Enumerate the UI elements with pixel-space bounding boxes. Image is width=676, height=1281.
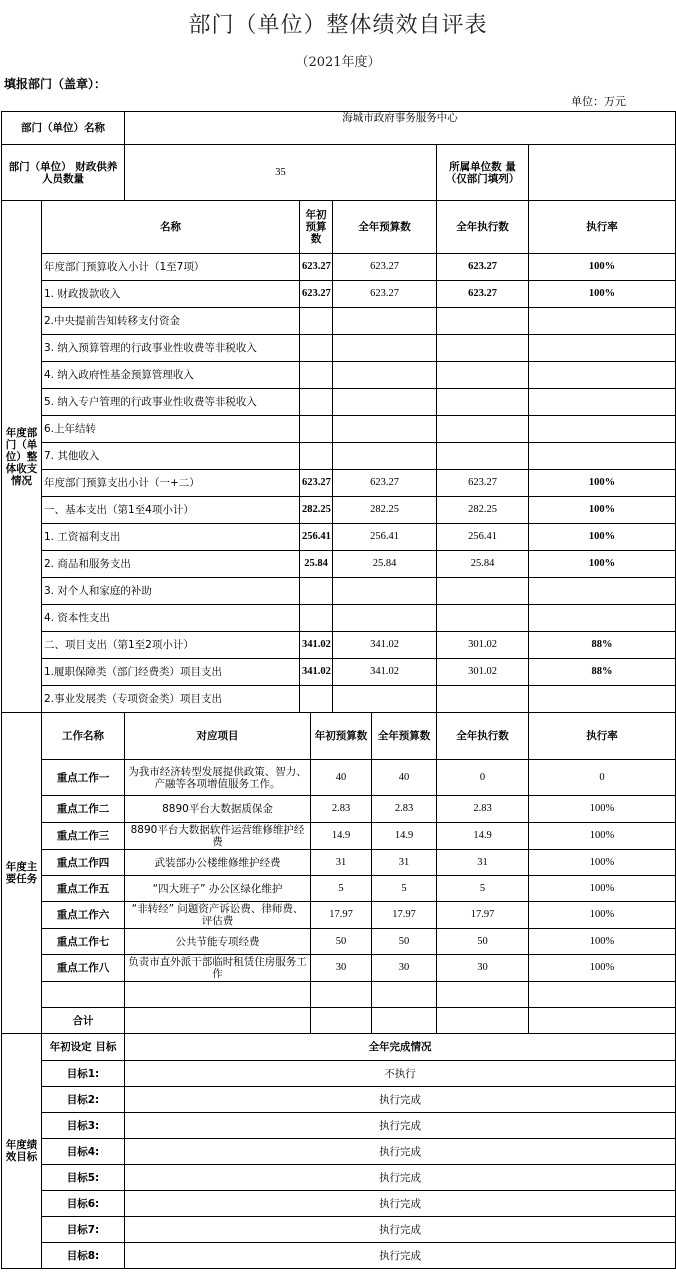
budget-initial: 25.84 <box>300 551 333 578</box>
task-executed: 50 <box>437 929 529 955</box>
task-initial: 31 <box>311 850 372 876</box>
table-row <box>2 443 676 470</box>
budget-item-name: 6.上年结转 <box>42 416 300 443</box>
task-project: “四大班子” 办公区绿化维护 <box>125 876 311 902</box>
budget-executed: 301.02 <box>437 659 529 686</box>
affiliated-units-label: 所属单位数 量（仅部门填列） <box>437 145 529 201</box>
budget-item-name: 1. 财政拨款收入 <box>42 281 300 308</box>
budget-item-name: 2.中央提前告知转移支付资金 <box>42 308 300 335</box>
table-row <box>2 201 676 254</box>
table-row <box>2 713 676 760</box>
budget-initial <box>300 443 333 470</box>
budget-rate <box>529 389 676 416</box>
budget-annual <box>333 686 437 713</box>
col-header-rate: 执行率 <box>529 713 676 760</box>
table-row <box>2 659 676 686</box>
budget-executed <box>437 416 529 443</box>
budget-rate <box>529 335 676 362</box>
budget-initial: 623.27 <box>300 281 333 308</box>
task-annual: 14.9 <box>372 823 437 850</box>
budget-executed: 623.27 <box>437 254 529 281</box>
dept-name-value: 海城市政府事务服务中心 <box>125 112 676 145</box>
task-rate: 100% <box>529 850 676 876</box>
table-row <box>2 632 676 659</box>
table-row <box>2 362 676 389</box>
task-name <box>42 982 125 1008</box>
task-executed: 31 <box>437 850 529 876</box>
goal-label: 目标4: <box>42 1139 125 1165</box>
budget-item-name: 一、基本支出（第1至4项小计） <box>42 497 300 524</box>
table-row <box>2 389 676 416</box>
task-initial: 40 <box>311 760 372 796</box>
budget-executed <box>437 389 529 416</box>
performance-table <box>1 111 676 1269</box>
budget-annual: 282.25 <box>333 497 437 524</box>
goal-label: 目标1: <box>42 1061 125 1087</box>
budget-annual: 623.27 <box>333 254 437 281</box>
budget-item-name: 二、项目支出（第1至2项小计） <box>42 632 300 659</box>
budget-initial <box>300 362 333 389</box>
budget-executed <box>437 443 529 470</box>
task-rate: 0 <box>529 760 676 796</box>
task-annual: 31 <box>372 850 437 876</box>
affiliated-units-value <box>529 145 676 201</box>
table-row <box>2 416 676 443</box>
table-row <box>2 796 676 823</box>
task-name: 重点工作七 <box>42 929 125 955</box>
table-row <box>2 1061 676 1087</box>
table-row <box>2 982 676 1008</box>
goal-status: 执行完成 <box>125 1113 676 1139</box>
table-row <box>2 254 676 281</box>
total-rate <box>529 1008 676 1034</box>
page-title: 部门（单位）整体绩效自评表 <box>188 13 488 38</box>
budget-executed: 301.02 <box>437 632 529 659</box>
budget-annual: 341.02 <box>333 632 437 659</box>
total-project <box>125 1008 311 1034</box>
table-row <box>2 1217 676 1243</box>
task-name: 重点工作五 <box>42 876 125 902</box>
col-header-initial: 年初预算数 <box>300 201 333 254</box>
budget-executed <box>437 335 529 362</box>
task-executed <box>437 982 529 1008</box>
task-project <box>125 982 311 1008</box>
budget-annual <box>333 335 437 362</box>
table-row <box>2 760 676 796</box>
budget-item-name: 4. 纳入政府性基金预算管理收入 <box>42 362 300 389</box>
task-project: 武装部办公楼维修维护经费 <box>125 850 311 876</box>
goal-status: 执行完成 <box>125 1243 676 1269</box>
table-row <box>2 470 676 497</box>
task-name: 重点工作八 <box>42 955 125 982</box>
task-name: 重点工作三 <box>42 823 125 850</box>
budget-annual: 623.27 <box>333 470 437 497</box>
col-header-annual: 全年预算数 <box>372 713 437 760</box>
total-annual <box>372 1008 437 1034</box>
task-rate: 100% <box>529 796 676 823</box>
budget-rate: 88% <box>529 659 676 686</box>
task-project: “非转经” 问题资产诉讼费、律师费、评估费 <box>125 902 311 929</box>
budget-item-name: 1. 工资福利支出 <box>42 524 300 551</box>
task-executed: 5 <box>437 876 529 902</box>
task-rate: 100% <box>529 823 676 850</box>
goal-label: 目标7: <box>42 1217 125 1243</box>
budget-rate: 100% <box>529 254 676 281</box>
table-row <box>2 686 676 713</box>
task-project: 8890平台大数据软件运营维修维护经费 <box>125 823 311 850</box>
task-initial: 5 <box>311 876 372 902</box>
col-header-rate: 执行率 <box>529 201 676 254</box>
budget-annual <box>333 605 437 632</box>
budget-initial <box>300 389 333 416</box>
staff-count-value: 35 <box>125 145 437 201</box>
table-row <box>2 578 676 605</box>
goal-status: 不执行 <box>125 1061 676 1087</box>
task-annual: 40 <box>372 760 437 796</box>
budget-initial <box>300 416 333 443</box>
budget-initial: 341.02 <box>300 659 333 686</box>
goal-label: 目标5: <box>42 1165 125 1191</box>
table-row <box>2 335 676 362</box>
budget-initial <box>300 578 333 605</box>
budget-rate <box>529 443 676 470</box>
task-rate: 100% <box>529 955 676 982</box>
task-initial: 50 <box>311 929 372 955</box>
budget-item-name: 2. 商品和服务支出 <box>42 551 300 578</box>
budget-initial: 623.27 <box>300 470 333 497</box>
goal-status: 执行完成 <box>125 1217 676 1243</box>
task-project: 8890平台大数据质保金 <box>125 796 311 823</box>
col-header-completion: 全年完成情况 <box>125 1034 676 1061</box>
table-row <box>2 145 676 201</box>
col-header-task: 工作名称 <box>42 713 125 760</box>
budget-executed <box>437 308 529 335</box>
budget-item-name: 3. 纳入预算管理的行政事业性收费等非税收入 <box>42 335 300 362</box>
table-row <box>2 308 676 335</box>
budget-item-name: 7. 其他收入 <box>42 443 300 470</box>
task-executed: 14.9 <box>437 823 529 850</box>
budget-initial <box>300 686 333 713</box>
goal-status: 执行完成 <box>125 1191 676 1217</box>
task-initial: 2.83 <box>311 796 372 823</box>
budget-rate: 100% <box>529 497 676 524</box>
goal-status: 执行完成 <box>125 1165 676 1191</box>
budget-rate <box>529 416 676 443</box>
table-row <box>2 1008 676 1034</box>
table-row <box>2 1165 676 1191</box>
budget-item-name: 2.事业发展类（专项资金类）项目支出 <box>42 686 300 713</box>
budget-rate: 100% <box>529 470 676 497</box>
budget-item-name: 4. 资本性支出 <box>42 605 300 632</box>
task-initial: 30 <box>311 955 372 982</box>
goal-status: 执行完成 <box>125 1087 676 1113</box>
budget-executed: 623.27 <box>437 281 529 308</box>
staff-count-label: 部门（单位） 财政供养人员数量 <box>2 145 125 201</box>
goals-section-label: 年度绩效目标 <box>2 1034 42 1269</box>
budget-item-name: 5. 纳入专户管理的行政事业性收费等非税收入 <box>42 389 300 416</box>
budget-initial: 623.27 <box>300 254 333 281</box>
goal-label: 目标2: <box>42 1087 125 1113</box>
total-executed <box>437 1008 529 1034</box>
task-executed: 17.97 <box>437 902 529 929</box>
goal-label: 目标6: <box>42 1191 125 1217</box>
task-name: 重点工作一 <box>42 760 125 796</box>
col-header-annual: 全年预算数 <box>333 201 437 254</box>
task-annual: 2.83 <box>372 796 437 823</box>
table-row <box>2 1034 676 1061</box>
table-row <box>2 823 676 850</box>
task-rate <box>529 982 676 1008</box>
task-name: 重点工作六 <box>42 902 125 929</box>
table-row <box>2 1087 676 1113</box>
budget-executed: 282.25 <box>437 497 529 524</box>
task-executed: 0 <box>437 760 529 796</box>
budget-rate <box>529 686 676 713</box>
col-header-executed: 全年执行数 <box>437 201 529 254</box>
budget-initial: 341.02 <box>300 632 333 659</box>
task-rate: 100% <box>529 929 676 955</box>
dept-name-label: 部门（单位）名称 <box>2 112 125 145</box>
table-row <box>2 1113 676 1139</box>
budget-annual: 623.27 <box>333 281 437 308</box>
budget-annual <box>333 416 437 443</box>
budget-initial <box>300 605 333 632</box>
budget-annual <box>333 443 437 470</box>
budget-item-name: 年度部门预算收入小计（1至7项） <box>42 254 300 281</box>
budget-rate <box>529 578 676 605</box>
table-row <box>2 524 676 551</box>
budget-executed: 256.41 <box>437 524 529 551</box>
budget-executed <box>437 578 529 605</box>
budget-initial: 256.41 <box>300 524 333 551</box>
budget-item-name: 年度部门预算支出小计（一+二） <box>42 470 300 497</box>
budget-executed <box>437 686 529 713</box>
table-row <box>2 850 676 876</box>
budget-rate <box>529 308 676 335</box>
task-project: 负责市直外派干部临时租赁住房服务工作 <box>125 955 311 982</box>
budget-rate: 88% <box>529 632 676 659</box>
task-project: 公共节能专项经费 <box>125 929 311 955</box>
table-row <box>2 955 676 982</box>
filler-label: 填报部门（盖章）： <box>4 77 107 91</box>
table-row <box>2 551 676 578</box>
table-row <box>2 497 676 524</box>
budget-rate: 100% <box>529 281 676 308</box>
task-annual: 30 <box>372 955 437 982</box>
col-header-initial: 年初预算数 <box>311 713 372 760</box>
table-row <box>2 1243 676 1269</box>
task-name: 重点工作四 <box>42 850 125 876</box>
col-header-goal: 年初设定 目标 <box>42 1034 125 1061</box>
budget-annual: 25.84 <box>333 551 437 578</box>
table-row <box>2 1191 676 1217</box>
budget-annual: 341.02 <box>333 659 437 686</box>
task-annual: 5 <box>372 876 437 902</box>
task-annual: 50 <box>372 929 437 955</box>
table-row <box>2 929 676 955</box>
budget-annual <box>333 389 437 416</box>
budget-executed <box>437 362 529 389</box>
total-label: 合计 <box>42 1008 125 1034</box>
budget-executed <box>437 605 529 632</box>
budget-initial <box>300 308 333 335</box>
task-initial: 14.9 <box>311 823 372 850</box>
budget-annual <box>333 308 437 335</box>
total-initial <box>311 1008 372 1034</box>
budget-annual <box>333 362 437 389</box>
budget-annual <box>333 578 437 605</box>
budget-rate: 100% <box>529 524 676 551</box>
task-executed: 30 <box>437 955 529 982</box>
goal-label: 目标8: <box>42 1243 125 1269</box>
task-executed: 2.83 <box>437 796 529 823</box>
budget-item-name: 3. 对个人和家庭的补助 <box>42 578 300 605</box>
budget-rate: 100% <box>529 551 676 578</box>
goal-label: 目标3: <box>42 1113 125 1139</box>
budget-executed: 25.84 <box>437 551 529 578</box>
unit-label: 单位：万元 <box>571 95 626 108</box>
table-row <box>2 605 676 632</box>
budget-section-label: 年度部门（单位）整体收支情况 <box>2 201 42 713</box>
budget-annual: 256.41 <box>333 524 437 551</box>
budget-initial <box>300 335 333 362</box>
budget-rate <box>529 362 676 389</box>
col-header-project: 对应项目 <box>125 713 311 760</box>
budget-executed: 623.27 <box>437 470 529 497</box>
task-project: 为我市经济转型发展提供政策、智力、产融等各项增值服务工作。 <box>125 760 311 796</box>
task-rate: 100% <box>529 876 676 902</box>
task-name: 重点工作二 <box>42 796 125 823</box>
col-header-executed: 全年执行数 <box>437 713 529 760</box>
tasks-section-label: 年度主要任务 <box>2 713 42 1034</box>
task-annual <box>372 982 437 1008</box>
table-row <box>2 902 676 929</box>
task-initial <box>311 982 372 1008</box>
budget-item-name: 1.履职保障类（部门经费类）项目支出 <box>42 659 300 686</box>
task-rate: 100% <box>529 902 676 929</box>
task-annual: 17.97 <box>372 902 437 929</box>
table-row <box>2 1139 676 1165</box>
task-initial: 17.97 <box>311 902 372 929</box>
table-row <box>2 281 676 308</box>
col-header-name: 名称 <box>42 201 300 254</box>
table-row <box>2 112 676 145</box>
report-year: （2021年度） <box>295 55 381 70</box>
goal-status: 执行完成 <box>125 1139 676 1165</box>
table-row <box>2 876 676 902</box>
budget-rate <box>529 605 676 632</box>
budget-initial: 282.25 <box>300 497 333 524</box>
